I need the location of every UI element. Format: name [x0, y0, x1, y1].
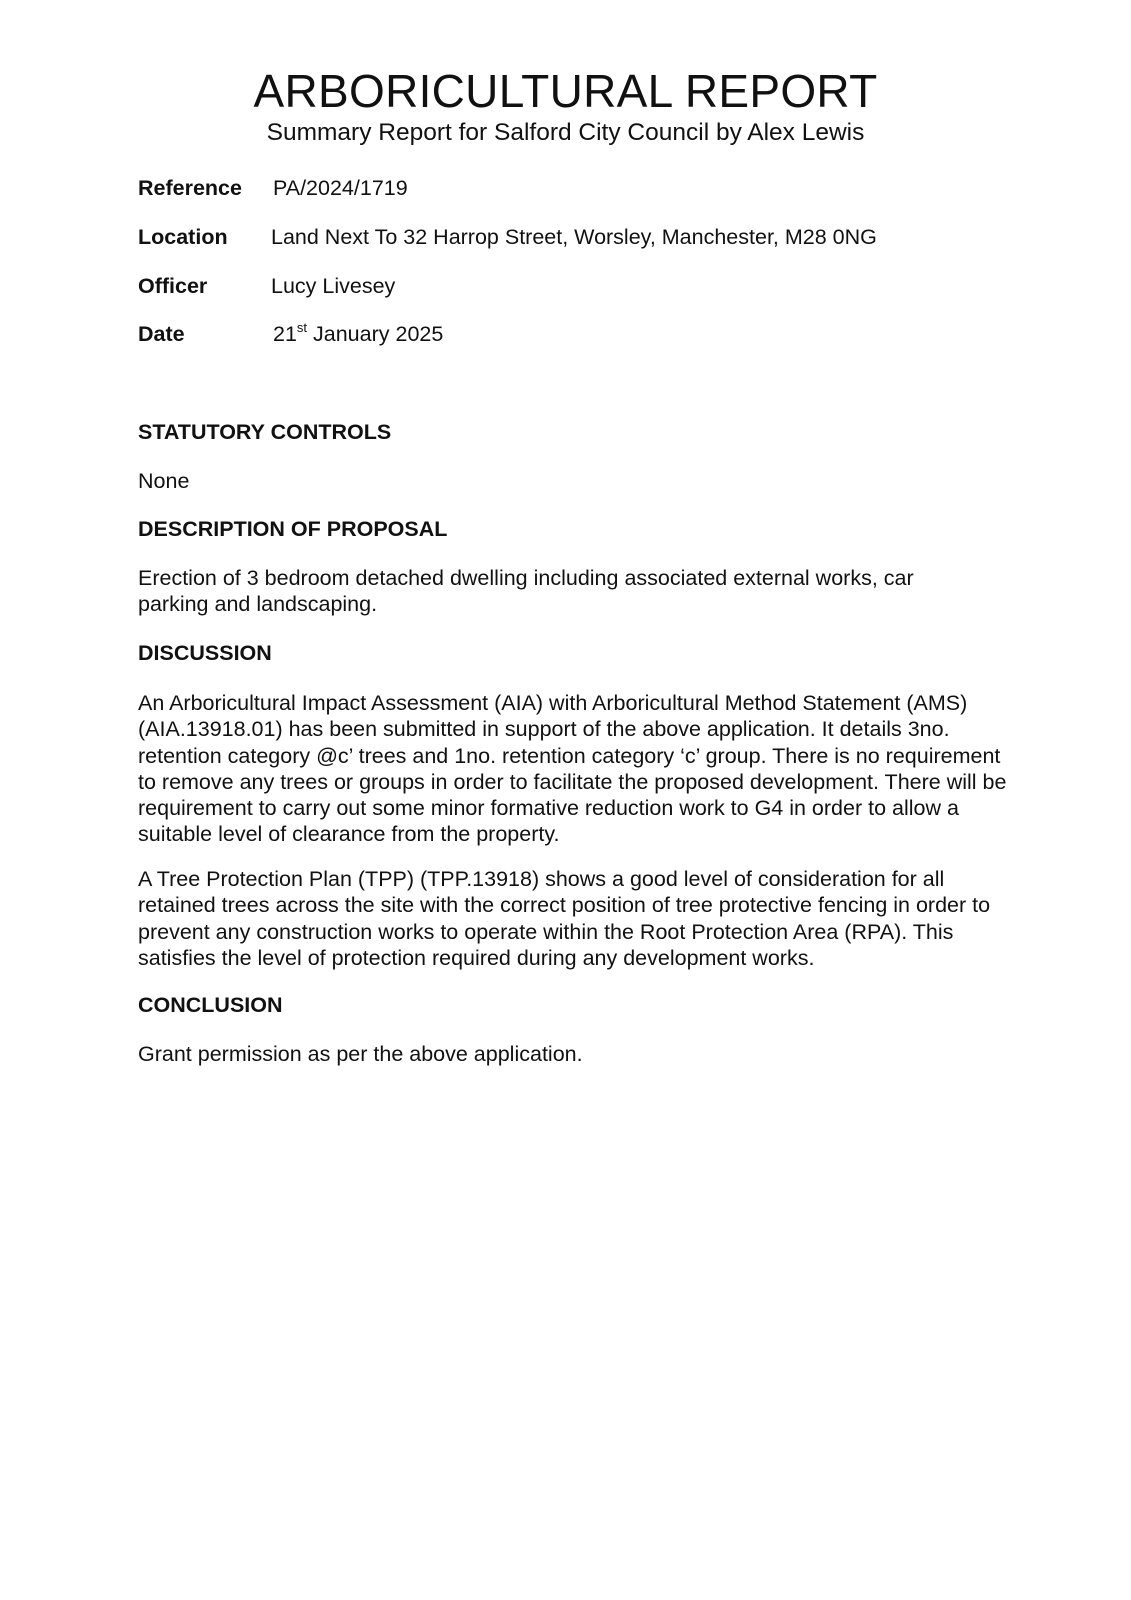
officer-label: Officer	[138, 274, 208, 298]
proposal-heading: DESCRIPTION OF PROPOSAL	[138, 517, 448, 541]
date-suffix: st	[296, 319, 308, 335]
conclusion-text: Grant permission as per the above application.	[138, 1042, 583, 1066]
date-value	[273, 321, 443, 347]
date-month-year: January 2025	[307, 322, 444, 346]
discussion-paragraph-1: An Arboricultural Impact Assessment (AIA) with Arboricultural Method Statement (AMS) (AIA.13918.01) has been submitted in support of the above application. It details 3no. retention category @c’ trees and 1no. retention category ‘c’ group. There is no requirement to remove any trees or groups in order to facilitate the proposed development. There will be requirement to carry out some minor formative reduction work to G4 in order to allow a suitable level of clearance from the property.	[138, 691, 1007, 847]
statutory-controls-heading: STATUTORY CONTROLS	[138, 420, 392, 444]
discussion-heading: DISCUSSION	[138, 641, 272, 665]
reference-label: Reference	[138, 176, 242, 200]
conclusion-heading: CONCLUSION	[138, 993, 283, 1017]
report-title: ARBORICULTURAL REPORT	[253, 65, 878, 117]
date-day: 21	[273, 322, 297, 346]
report-subtitle: Summary Report for Salford City Council by Alex Lewis	[266, 119, 865, 146]
location-label: Location	[138, 225, 228, 249]
discussion-paragraph-2: A Tree Protection Plan (TPP) (TPP.13918) shows a good level of consideration for all retained trees across the site with the correct position of tree protective fencing in order to prevent any construction works to operate within the Root Protection Area (RPA). This satisfies the level of protection required during any development works.	[138, 867, 991, 970]
date-label: Date	[138, 322, 185, 346]
proposal-text: Erection of 3 bedroom detached dwelling including associated external works, car parking and landscaping.	[138, 566, 914, 617]
statutory-controls-text: None	[138, 469, 190, 493]
officer-value: Lucy Livesey	[271, 274, 396, 298]
location-value: Land Next To 32 Harrop Street, Worsley, Manchester, M28 0NG	[271, 225, 877, 249]
reference-value: PA/2024/1719	[273, 176, 408, 200]
